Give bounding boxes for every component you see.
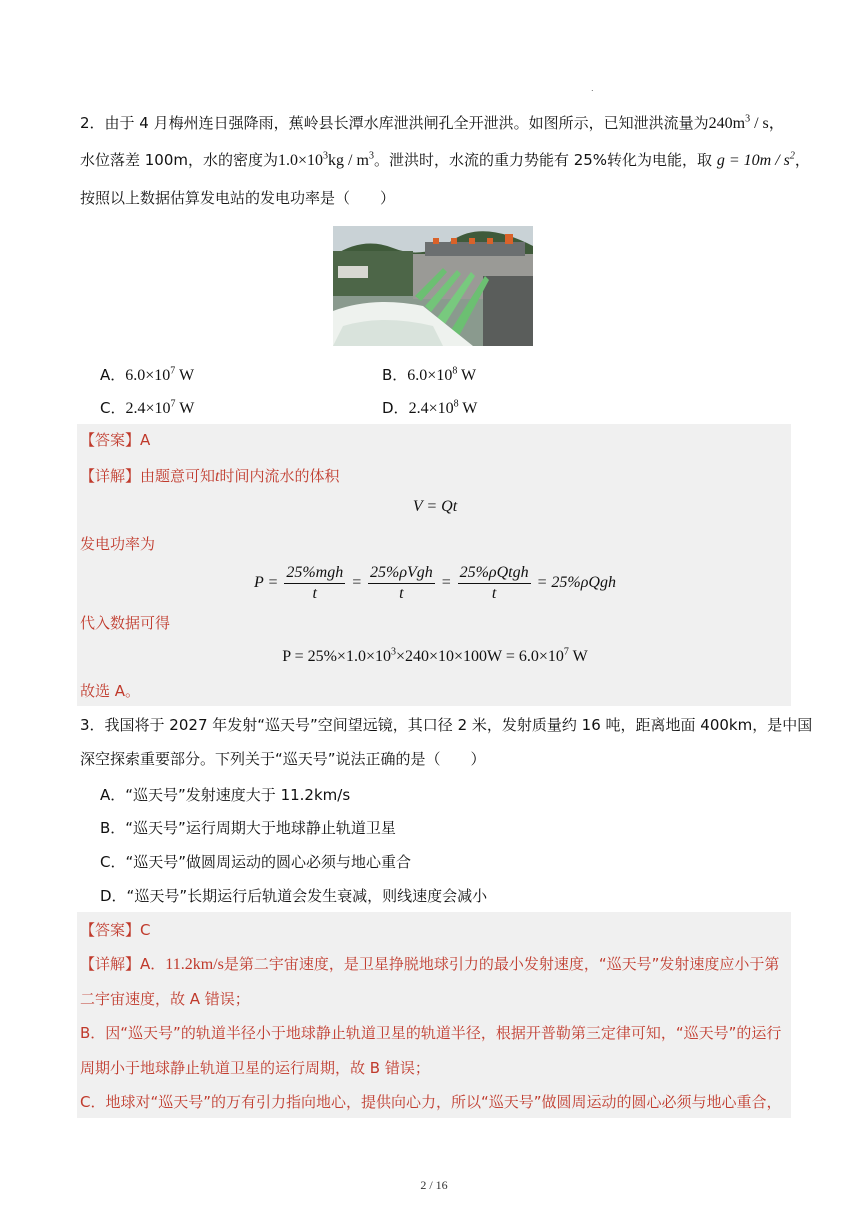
q2-line-3: 按照以上数据估算发电站的发电功率是（ ）: [80, 189, 396, 207]
q2-eq-result: $P = 25\%\times 1.0\times 10^3\times 240\times 10\times 100W = 6.0\times 10^7$ W: [282, 646, 588, 665]
q3-option-d: D．“巡天号”长期运行后轨道会发生衰减，则线速度会减小: [100, 887, 488, 905]
q2-answer: 【答案】A: [80, 431, 151, 449]
q3-line-1: 3．我国将于 2027 年发射“巡天号”空间望远镜，其口径 2 米，发射质量约 16 吨，距离地面 400km，是中国: [80, 716, 813, 734]
page-number: 2 / 16: [420, 1178, 448, 1192]
q3-option-c: C．“巡天号”做圆周运动的圆心必须与地心重合: [100, 853, 412, 871]
q3-option-a: A．“巡天号”发射速度大于 11.2km/s: [100, 786, 351, 804]
q2-detail-1: 【详解】由题意可知t时间内流水的体积: [80, 467, 340, 485]
q2-line-2: 水位落差 100m，水的密度为$1.0\times 10^3kg / m^3$。泄洪时，水流的重力势能有 25%转化为电能，取 $g = 10m / s^2$，: [80, 150, 810, 169]
q2-power-label: 发电功率为: [80, 535, 156, 553]
dam-spillway-photo: [333, 226, 533, 346]
q2-eq-power: P = $\frac{\text{25\%mgh}}{t}$ = $\frac{\text{25\%ρVgh}}{t}$ = $\frac{\text{25\%ρQtgh}}{t}$ = 25%ρQgh: [254, 564, 616, 602]
q3-detail-3: B．因“巡天号”的轨道半径小于地球静止轨道卫星的轨道半径，根据开普勒第三定律可知，“巡天号”的运行: [80, 1024, 782, 1042]
q3-answer: 【答案】C: [80, 921, 151, 939]
q3-detail-2: 二宇宙速度，故 A 错误；: [80, 990, 250, 1008]
q3-answer-block: [77, 912, 791, 1118]
q2-option-a: A．$6.0\times 10^7$ W: [100, 365, 195, 384]
q3-line-2: 深空探索重要部分。下列关于“巡天号”说法正确的是（ ）: [80, 750, 486, 768]
q2-option-b: B．$6.0\times 10^8$ W: [382, 365, 477, 384]
q2-option-c: C．$2.4\times 10^7$ W: [100, 398, 195, 417]
q3-detail-5: C．地球对“巡天号”的万有引力指向地心，提供向心力，所以“巡天号”做圆周运动的圆心必须与地心重合，: [80, 1093, 782, 1111]
stray-dot: .: [591, 84, 594, 93]
q2-eq-volume: V = Qt: [412, 498, 458, 515]
q2-subst-label: 代入数据可得: [80, 614, 171, 632]
q3-option-b: B．“巡天号”运行周期大于地球静止轨道卫星: [100, 819, 396, 837]
q2-option-d: D．$2.4\times 10^8$ W: [382, 398, 478, 417]
q2-conclusion: 故选 A。: [80, 682, 141, 700]
q2-line-1: 2．由于 4 月梅州连日强降雨，蕉岭县长潭水库泄洪闸孔全开泄洪。如图所示，已知泄洪流量为$240m^3$ / s，: [80, 113, 785, 132]
q3-detail-4: 周期小于地球静止轨道卫星的运行周期，故 B 错误；: [80, 1059, 430, 1077]
q3-detail-1: 【详解】A．11.2km/s是第二宇宙速度，是卫星挣脱地球引力的最小发射速度，“巡天号”发射速度应小于第: [80, 955, 780, 973]
